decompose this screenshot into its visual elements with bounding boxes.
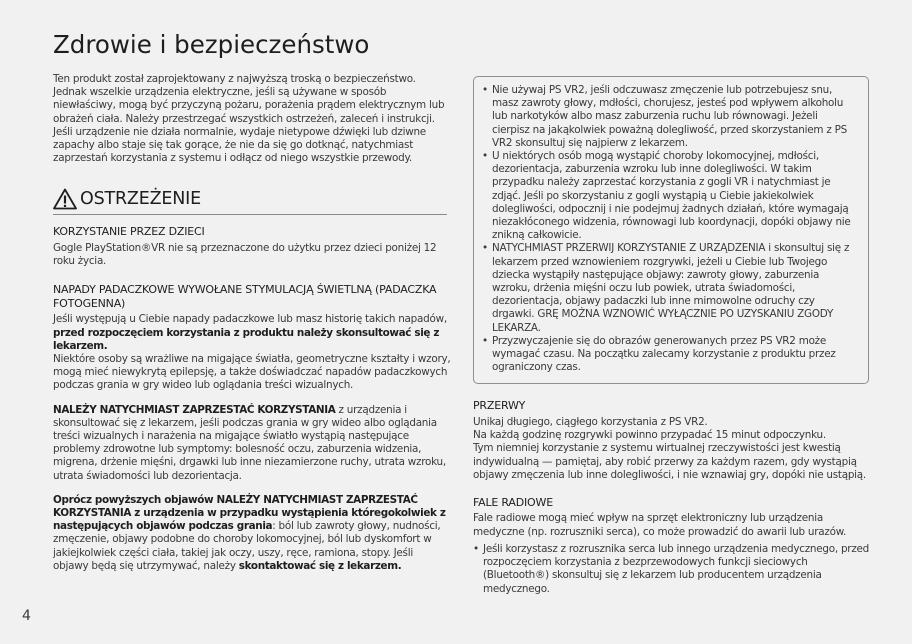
epilepsy-paragraph-4 xyxy=(53,494,451,573)
intro-paragraph-2: Jeśli urządzenie nie działa normalnie, wydaje nietypowe dźwięki lub dziwne zapachy albo staje się tak gorące, że nie da się go dotknąć, natychmiast zaprzestań korzystania z systemu i odłącz od niego wszystkie przewody. xyxy=(53,125,426,165)
radio-title: FALE RADIOWE xyxy=(473,495,553,509)
epilepsy-paragraph-2: Niektóre osoby są wrażliwe na migające światła, geometryczne kształty i wzory, mogą mieć niewykrytą epilepsję, a także doświadczać napadów padaczkowych podczas grania w gry wideo lub oglądania treści wizualnych. xyxy=(53,352,451,392)
breaks-line-2: Na każdą godzinę rozgrywki powinno przypadać 15 minut odpoczynku. xyxy=(473,429,826,442)
warning-box-item: • NATYCHMIAST PRZERWIJ KORZYSTANIE Z URZĄDZENIA i skonsultuj się z lekarzem przed wznowieniem rozgrywki, jeżeli u Ciebie lub Twojego dziecka wystąpiły następujące objawy: zawroty głowy, zaburzenia wzroku, drżenia mięśni oczu lub powiek, utrata świadomości, dezorientacja, objawy padaczki lub inne mimowolne odruchy czy drgawki. GRĘ MOŻNA WZNOWIĆ WYŁĄCZNIE PO UZYSKANIU ZGODY LEKARZA. xyxy=(482,242,858,334)
epilepsy-p4-bold-end: skontaktować się z lekarzem. xyxy=(238,559,402,572)
intro-paragraph-1: Ten produkt został zaprojektowany z najwyższą troską o bezpieczeństwo. Jednak wszelkie urządzenia elektryczne, jeśli są używane w sposób niewłaściwy, mogą być przyczyną pożaru, porażenia prądem elektrycznym lub obrażeń ciała. Należy przestrzegać wszystkich ostrzeżeń, zaleceń i instrukcji. xyxy=(53,73,445,125)
breaks-line-3: Tym niemniej korzystanie z systemu wirtualnej rzeczywistości jest kwestią indywidualną — pamiętaj, aby robić przerwy za każdym razem, gdy wystąpią objawy zmęczenia lub inne dolegliwości, i nie wznawiaj gry, dopóki nie ustąpią. xyxy=(473,442,866,481)
warning-box-item: • Nie używaj PS VR2, jeśli odczuwasz zmęczenie lub potrzebujesz snu, masz zawroty głowy, mdłości, chorujesz, jesteś pod wpływem alkoholu lub narkotyków albo masz zaburzenia ruchu lub równowagi. Jeżeli cierpisz na jakąkolwiek poważną dolegliwość, przed skorzystaniem z PS VR2 skonsultuj się najpierw z lekarzem. xyxy=(482,84,858,150)
breaks-line-1: Unikaj długiego, ciągłego korzystania z PS VR2. xyxy=(473,415,708,428)
epilepsy-title: NAPADY PADACZKOWE WYWOŁANE STYMULACJĄ ŚWIETLNĄ (PADACZKA FOTOGENNA) xyxy=(53,283,437,310)
warning-box xyxy=(473,76,869,384)
warning-label: OSTRZEŻENIE xyxy=(80,188,201,209)
epilepsy-paragraph-1 xyxy=(53,313,451,353)
children-title: KORZYSTANIE PRZEZ DZIECI xyxy=(53,225,205,239)
children-text: Gogle PlayStation®VR nie są przeznaczone do użytku przez dzieci poniżej 12 roku życia. xyxy=(53,241,437,268)
epilepsy-p3-bold: NALEŻY NATYCHMIAST ZAPRZESTAĆ KORZYSTANIA xyxy=(53,403,336,416)
warning-triangle-icon xyxy=(53,188,77,210)
radio-list xyxy=(473,543,869,596)
epilepsy-p4-text: : ból lub zawroty głowy, nudności, zmęczenie, objawy podobne do choroby lokomocyjnej, ból lub dyskomfort w jakiejkolwiek części ciała, takiej jak oczy, uszy, ręce, ramiona, stopy. Jeśli objawy będą się utrzymywać, należy xyxy=(53,520,441,572)
epilepsy-p1-bold: przed rozpoczęciem korzystania z produktu należy skonsultować się z lekarzem. xyxy=(53,326,440,352)
page-title: Zdrowie i bezpieczeństwo xyxy=(53,30,370,59)
warning-box-item: • Przyzwyczajenie się do obrazów generowanych przez PS VR2 może wymagać czasu. Na początku zalecamy korzystanie z produktu przez ograniczony czas. xyxy=(482,335,858,375)
warning-box-item: • U niektórych osób mogą wystąpić choroby lokomocyjnej, mdłości, dezorientacja, zaburzenia wzroku lub inne dolegliwości. W takim przypadku należy zaprzestać korzystania z gogli VR i natychmiast je zdjąć. Jeśli po skorzystaniu z gogli wystąpią u Ciebie jakiekolwiek dolegliwości, odpocznij i nie podejmuj żadnych działań, które wymagają niezakłóconego widzenia, równowagi lub koordynacji, dopóki objawy nie znikną całkowicie. xyxy=(482,150,858,242)
page-number: 4 xyxy=(22,608,31,624)
radio-bullet: • Jeśli korzystasz z rozrusznika serca lub innego urządzenia medycznego, przed rozpoczęciem korzystania z bezprzewodowych funkcji sieciowych (Bluetooth®) skonsultuj się z lekarzem lub producentem urządzenia medycznego. xyxy=(473,543,869,596)
epilepsy-p4-bold: Oprócz powyższych objawów NALEŻY NATYCHMIAST ZAPRZESTAĆ KORZYSTANIA z urządzenia w przypadku wystąpienia któregokolwiek z następujących objawów podczas grania xyxy=(53,493,446,533)
warning-heading xyxy=(53,187,447,215)
intro-section xyxy=(53,73,451,165)
radio-text: Fale radiowe mogą mieć wpływ na sprzęt elektroniczny lub urządzenia medyczne (np. rozruszniki serca), co może prowadzić do awarii lub urazów. xyxy=(473,512,847,538)
warning-box-list xyxy=(482,84,858,374)
left-column xyxy=(53,73,451,573)
epilepsy-p1-text: Jeśli występują u Ciebie napady padaczkowe lub masz historię takich napadów, xyxy=(53,313,447,326)
epilepsy-paragraph-3 xyxy=(53,404,451,483)
breaks-title: PRZERWY xyxy=(473,399,526,413)
right-column xyxy=(473,76,869,596)
epilepsy-p3-text: z urządzenia i skonsultować się z lekarzem, jeśli podczas grania w gry wideo albo oglądania treści wizualnych i narażenia na migające światło wystąpią następujące problemy zdrowotne lub symptomy: bolesność oczu, zaburzenia widzenia, migrena, drżenie mięśni, drgawki lub inne niezamierzone ruchy, utrata wzroku, utrata świadomości lub dezorientacja. xyxy=(53,403,446,482)
